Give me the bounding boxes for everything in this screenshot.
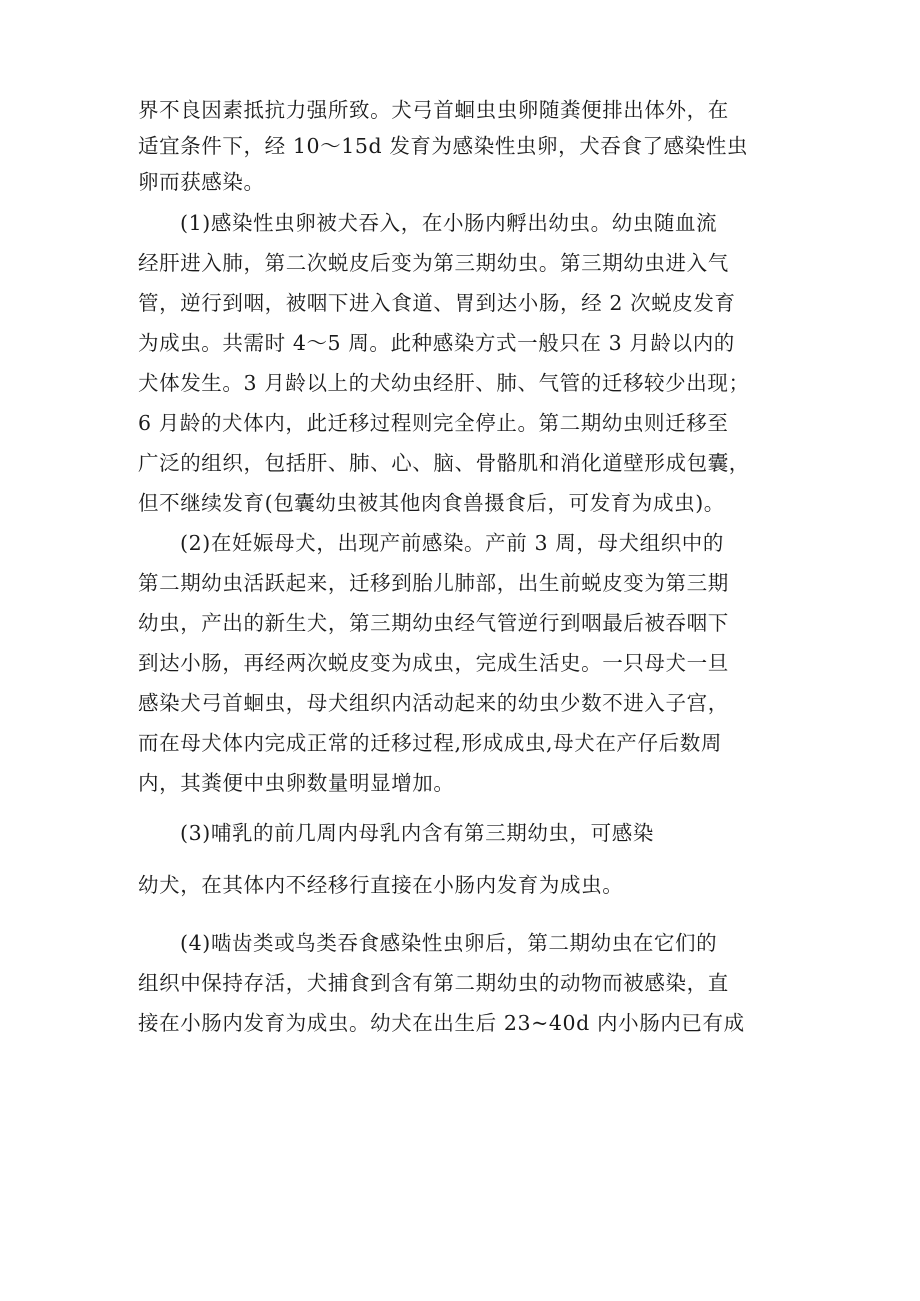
text-line: 而在母犬体内完成正常的迁移过程,形成成虫,母犬在产仔后数周	[138, 731, 722, 755]
paragraph-2-first-line: (2)在妊娠母犬，出现产前感染。产前 3 周，母犬组织中的	[180, 531, 725, 555]
text-line: 界不良因素抵抗力强所致。犬弓首蛔虫虫卵随粪便排出体外，在	[138, 98, 729, 122]
text-line: 6 月龄的犬体内，此迁移过程则完全停止。第二期幼虫则迁移至	[138, 411, 729, 435]
text-line: 卵而获感染。	[138, 170, 265, 194]
text-line: 经肝进入肺，第二次蜕皮后变为第三期幼虫。第三期幼虫进入气	[138, 251, 729, 275]
text-line: 组织中保持存活，犬捕食到含有第二期幼虫的动物而被感染，直	[138, 971, 729, 995]
text-line: 接在小肠内发育为成虫。幼犬在出生后 23~40d 内小肠内已有成	[138, 1011, 745, 1035]
text-line: 为成虫。共需时 4～5 周。此种感染方式一般只在 3 月龄以内的	[138, 331, 735, 355]
text-line: 感染犬弓首蛔虫，母犬组织内活动起来的幼虫少数不进入子宫，	[138, 691, 729, 715]
text-line: 内，其粪便中虫卵数量明显增加。	[138, 771, 455, 795]
text-line: 广泛的组织，包括肝、肺、心、脑、骨骼肌和消化道壁形成包囊，	[138, 451, 750, 475]
text-line: 到达小肠，再经两次蜕皮变为成虫，完成生活史。一只母犬一旦	[138, 651, 729, 675]
text-line: 第二期幼虫活跃起来，迁移到胎儿肺部，出生前蜕皮变为第三期	[138, 571, 729, 595]
paragraph-1-first-line: (1)感染性虫卵被犬吞入，在小肠内孵出幼虫。幼虫随血流	[180, 211, 718, 235]
text-line: 管，逆行到咽，被咽下进入食道、胃到达小肠，经 2 次蜕皮发育	[138, 291, 736, 315]
text-line: 犬体发生。3 月龄以上的犬幼虫经肝、肺、气管的迁移较少出现；	[138, 371, 750, 395]
paragraph-3-first-line: (3)哺乳的前几周内母乳内含有第三期幼虫，可感染	[180, 821, 654, 845]
text-line: 幼犬，在其体内不经移行直接在小肠内发育为成虫。	[138, 873, 624, 897]
text-line: 但不继续发育(包囊幼虫被其他肉食兽摄食后，可发育为成虫)。	[138, 491, 725, 515]
text-line: 幼虫，产出的新生犬，第三期幼虫经气管逆行到咽最后被吞咽下	[138, 611, 729, 635]
paragraph-4-first-line: (4)啮齿类或鸟类吞食感染性虫卵后，第二期幼虫在它们的	[180, 931, 718, 955]
text-line: 适宜条件下，经 10～15d 发育为感染性虫卵，犬吞食了感染性虫	[138, 134, 749, 158]
